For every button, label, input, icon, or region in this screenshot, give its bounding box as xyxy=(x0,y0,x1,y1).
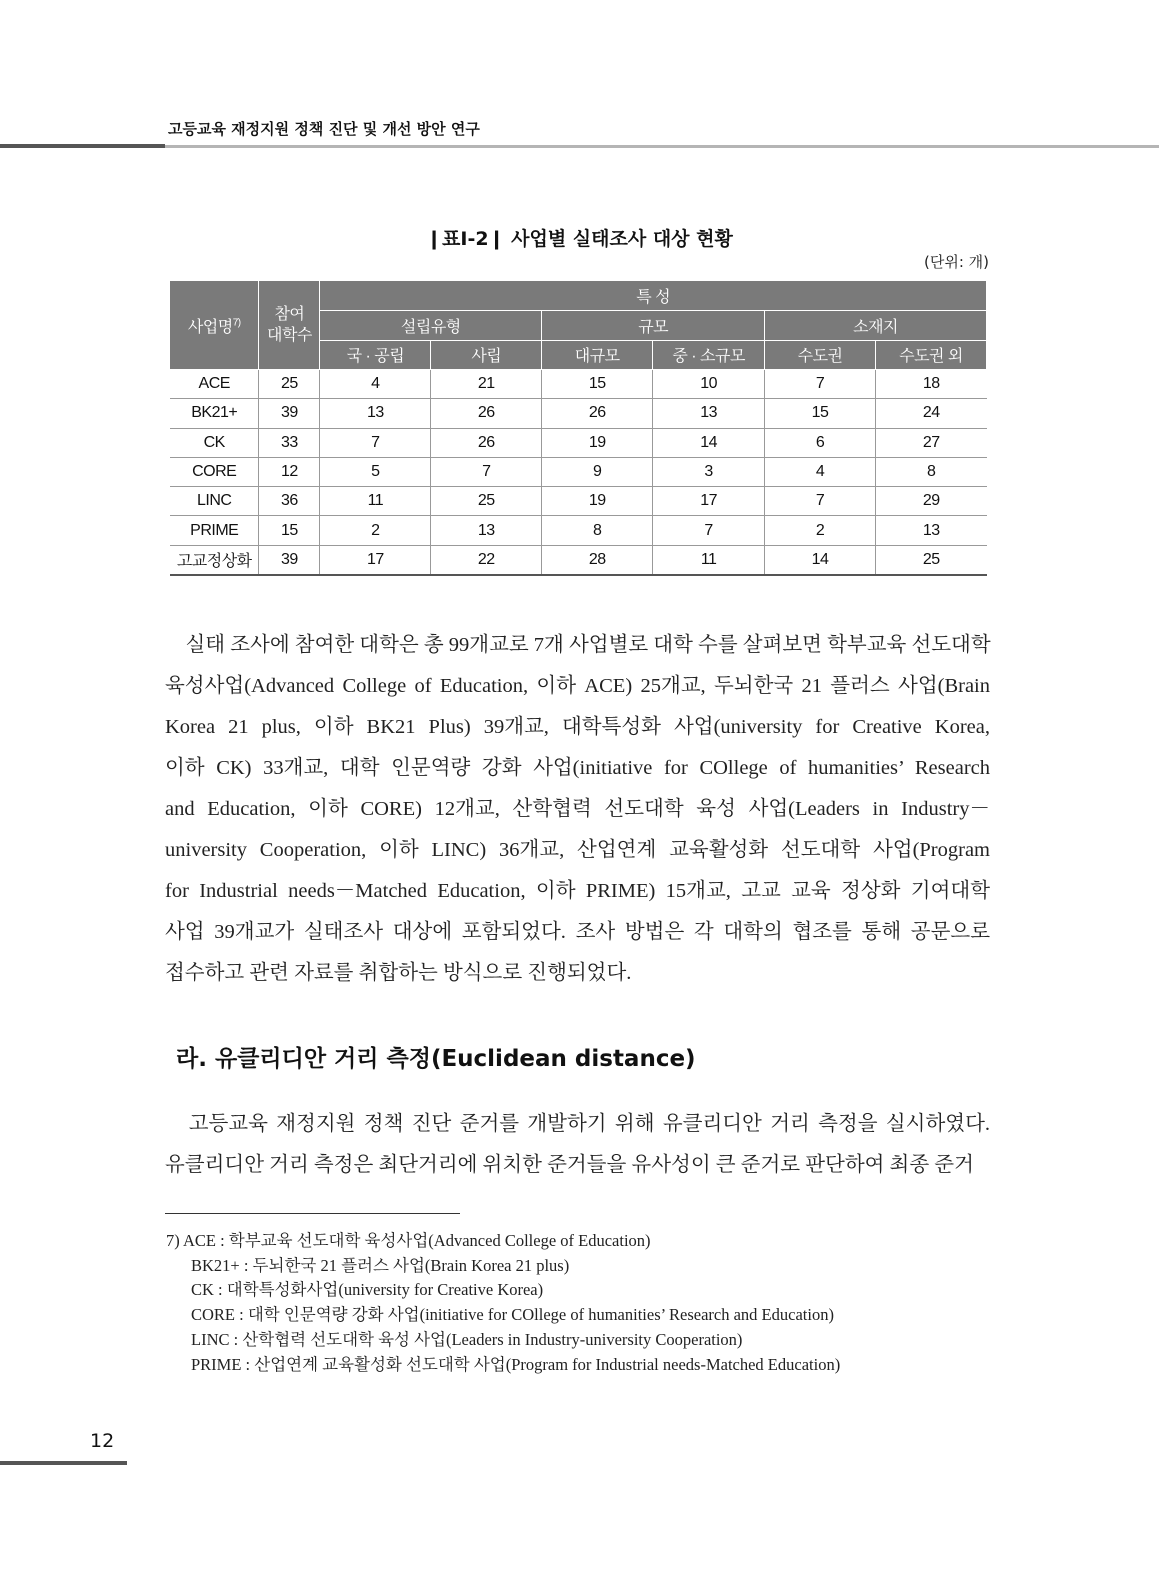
value-cell: 11 xyxy=(320,487,431,516)
survey-table xyxy=(170,281,987,576)
value-cell: 27 xyxy=(876,428,987,457)
value-cell: 26 xyxy=(431,399,542,428)
value-cell: 6 xyxy=(765,428,876,457)
value-cell: 17 xyxy=(320,545,431,574)
header-subcol: 사립 xyxy=(431,340,542,370)
value-cell: 26 xyxy=(542,399,653,428)
value-cell: 18 xyxy=(876,370,987,399)
header-subcol: 수도권 xyxy=(765,340,876,370)
value-cell: 14 xyxy=(765,545,876,574)
value-cell: 7 xyxy=(653,516,765,545)
value-cell: 2 xyxy=(320,516,431,545)
table-row xyxy=(170,545,987,574)
paragraph-line: 접수하고 관련 자료를 취합하는 방식으로 진행되었다. xyxy=(165,962,632,984)
header-project-name: 사업명$^{7)}$ xyxy=(170,281,259,370)
footnote-item: 7) ACE : 학부교육 선도대학 육성사업(Advanced College of Education) xyxy=(166,1231,651,1250)
running-head: 고등교육 재정지원 정책 진단 및 개선 방안 연구 xyxy=(168,120,480,138)
value-cell: 12 xyxy=(259,457,320,486)
value-cell: 19 xyxy=(542,487,653,516)
header-subcol: 중 · 소규모 xyxy=(653,340,765,370)
value-cell: 2 xyxy=(765,516,876,545)
header-subcol: 국 · 공립 xyxy=(320,340,431,370)
page-number: 12 xyxy=(90,1430,115,1452)
value-cell: 17 xyxy=(653,487,765,516)
value-cell: 21 xyxy=(431,370,542,399)
footnote-item: PRIME : 산업연계 교육활성화 선도대학 사업(Program for Industrial needs-Matched Education) xyxy=(191,1354,841,1374)
table-row xyxy=(170,399,987,428)
header-rule-accent xyxy=(0,144,165,148)
section-heading: 라. 유클리디안 거리 측정(Euclidean distance) xyxy=(176,1046,696,1072)
header-characteristics: 특 성 xyxy=(320,281,987,311)
project-name-cell: CK xyxy=(170,428,259,457)
paragraph-line: 고등교육 재정지원 정책 진단 준거를 개발하기 위해 유클리디안 거리 측정을 실시하였다. xyxy=(165,1113,990,1135)
value-cell: 5 xyxy=(320,457,431,486)
footnote-item: CORE : 대학 인문역량 강화 사업(initiative for COllege of humanities’ Research and Education) xyxy=(191,1305,834,1325)
value-cell: 15 xyxy=(259,516,320,545)
value-cell: 14 xyxy=(653,428,765,457)
value-cell: 7 xyxy=(765,487,876,516)
footnote-item: BK21+ : 두뇌한국 21 플러스 사업(Brain Korea 21 plus) xyxy=(191,1255,570,1275)
paragraph-line: 이하 CK) 33개교, 대학 인문역량 강화 사업(initiative for COllege of humanities’ Research xyxy=(165,757,990,779)
footnote-item: LINC : 산학협력 선도대학 육성 사업(Leaders in Industry-university Cooperation) xyxy=(191,1329,743,1349)
project-name-cell: LINC xyxy=(170,487,259,516)
value-cell: 24 xyxy=(876,399,987,428)
table-row xyxy=(170,516,987,545)
table-unit: (단위: 개) xyxy=(924,253,989,271)
value-cell: 15 xyxy=(765,399,876,428)
paragraph-line: Korea 21 plus, 이하 BK21 Plus) 39개교, 대학특성화 사업(university for Creative Korea, xyxy=(165,716,990,738)
value-cell: 15 xyxy=(542,370,653,399)
paragraph-line: 육성사업(Advanced College of Education, 이하 ACE) 25개교, 두뇌한국 21 플러스 사업(Brain xyxy=(165,675,990,697)
value-cell: 25 xyxy=(259,370,320,399)
paragraph-line: 실태 조사에 참여한 대학은 총 99개교로 7개 사업별로 대학 수를 살펴보면 학부교육 선도대학 xyxy=(165,634,991,656)
value-cell: 33 xyxy=(259,428,320,457)
value-cell: 3 xyxy=(653,457,765,486)
value-cell: 7 xyxy=(320,428,431,457)
value-cell: 4 xyxy=(765,457,876,486)
table-row xyxy=(170,428,987,457)
header-rule xyxy=(165,145,1159,148)
value-cell: 7 xyxy=(431,457,542,486)
value-cell: 13 xyxy=(431,516,542,545)
paragraph-line: university Cooperation, 이하 LINC) 36개교, 산업연계 교육활성화 선도대학 사업(Program xyxy=(165,839,990,861)
project-name-cell: ACE xyxy=(170,370,259,399)
value-cell: 4 xyxy=(320,370,431,399)
value-cell: 8 xyxy=(542,516,653,545)
value-cell: 11 xyxy=(653,545,765,574)
value-cell: 8 xyxy=(876,457,987,486)
project-name-cell: BK21+ xyxy=(170,399,259,428)
footnote-rule xyxy=(165,1213,460,1214)
project-name-cell: CORE xyxy=(170,457,259,486)
value-cell: 29 xyxy=(876,487,987,516)
value-cell: 13 xyxy=(876,516,987,545)
header-participant-count: 참여 대학수 xyxy=(259,281,320,370)
value-cell: 9 xyxy=(542,457,653,486)
value-cell: 25 xyxy=(876,545,987,574)
table-row xyxy=(170,487,987,516)
value-cell: 28 xyxy=(542,545,653,574)
header-group-location: 소재지 xyxy=(765,311,987,341)
paragraph-line: for Industrial needs－Matched Education, 이하 PRIME) 15개교, 고교 교육 정상화 기여대학 xyxy=(165,880,990,902)
project-name-cell: 고교정상화 xyxy=(170,545,259,574)
paragraph-line: 사업 39개교가 실태조사 대상에 포함되었다. 조사 방법은 각 대학의 협조를 통해 공문으로 xyxy=(165,921,990,943)
footnotes xyxy=(166,1229,840,1377)
value-cell: 22 xyxy=(431,545,542,574)
page-number-bar xyxy=(0,1461,127,1465)
header-group-size: 규모 xyxy=(542,311,765,341)
value-cell: 7 xyxy=(765,370,876,399)
paragraph-line: 유클리디안 거리 측정은 최단거리에 위치한 준거들을 유사성이 큰 준거로 판단하여 최종 준거 xyxy=(165,1154,974,1176)
value-cell: 13 xyxy=(320,399,431,428)
value-cell: 25 xyxy=(431,487,542,516)
project-name-cell: PRIME xyxy=(170,516,259,545)
value-cell: 19 xyxy=(542,428,653,457)
header-subcol: 대규모 xyxy=(542,340,653,370)
value-cell: 10 xyxy=(653,370,765,399)
footnote-item: CK : 대학특성화사업(university for Creative Korea) xyxy=(191,1280,544,1300)
paragraph-line: and Education, 이하 CORE) 12개교, 산학협력 선도대학 육성 사업(Leaders in Industry－ xyxy=(165,798,990,820)
table-row xyxy=(170,370,987,399)
value-cell: 39 xyxy=(259,545,320,574)
value-cell: 26 xyxy=(431,428,542,457)
table-row xyxy=(170,457,987,486)
table-title: ❙표Ⅰ-2❙ 사업별 실태조사 대상 현황 xyxy=(426,228,733,250)
body-paragraph-1 xyxy=(165,625,990,994)
value-cell: 13 xyxy=(653,399,765,428)
value-cell: 36 xyxy=(259,487,320,516)
header-group-founding: 설립유형 xyxy=(320,311,542,341)
body-paragraph-2 xyxy=(165,1104,990,1186)
value-cell: 39 xyxy=(259,399,320,428)
header-subcol: 수도권 외 xyxy=(876,340,987,370)
